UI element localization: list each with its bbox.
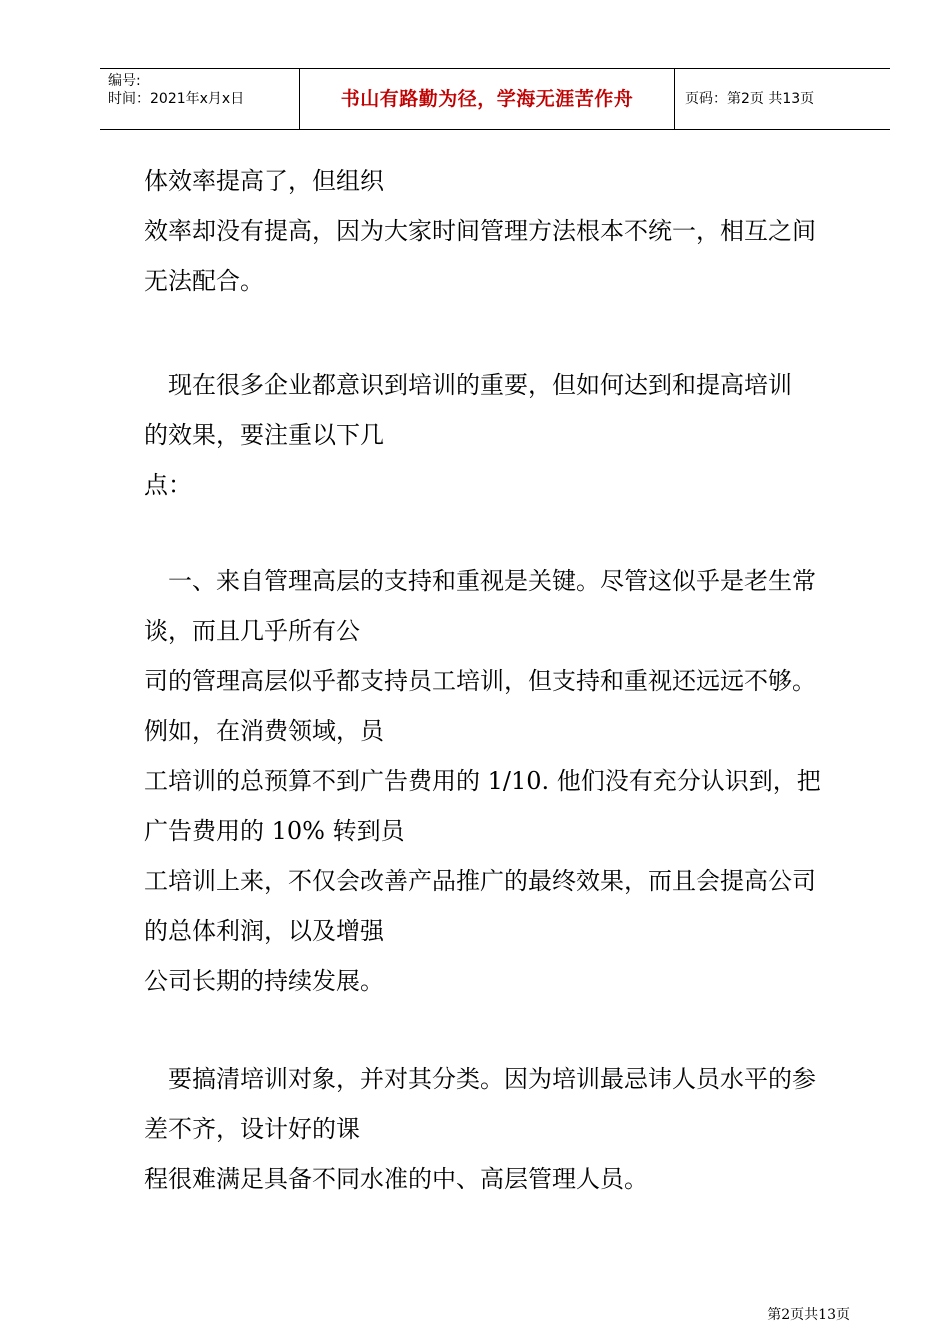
text-line: 无法配合。 (144, 267, 264, 295)
text-line: 效率却没有提高，因为大家时间管理方法根本不统一，相互之间 (144, 217, 816, 245)
text-line: 一、来自管理高层的支持和重视是关键。尽管这似乎是老生常 (144, 567, 816, 595)
serial-label: 编号: (108, 73, 141, 89)
text-line: 工培训上来，不仅会改善产品推广的最终效果，而且会提高公司 (144, 867, 816, 895)
text-line: 例如，在消费领域，员 (144, 717, 384, 745)
text-line: 点： (144, 471, 192, 499)
time-label: 时间：2021年x月x日 (108, 91, 245, 107)
page-footer: 第2页共13页 (767, 1307, 850, 1323)
text-line: 现在很多企业都意识到培训的重要，但如何达到和提高培训 (144, 371, 792, 399)
text-line: 谈，而且几乎所有公 (144, 617, 360, 645)
text-line: 司的管理高层似乎都支持员工培训，但支持和重视还远远不够。 (144, 667, 816, 695)
header-motto: 书山有路勤为径，学海无涯苦作舟 (300, 69, 675, 129)
text-line: 工培训的总预算不到广告费用的 1/10. 他们没有充分认识到，把 (144, 767, 821, 795)
text-line: 的总体利润，以及增强 (144, 917, 384, 945)
text-line: 公司长期的持续发展。 (144, 967, 384, 995)
text-line: 要搞清培训对象，并对其分类。因为培训最忌讳人员水平的参 (144, 1065, 816, 1093)
header-page-info: 页码：第2页 共13页 (685, 91, 815, 107)
text-line: 体效率提高了，但组织 (144, 167, 384, 195)
page-header (100, 68, 890, 130)
header-meta (100, 69, 300, 129)
text-line: 程很难满足具备不同水准的中、高层管理人员。 (144, 1165, 648, 1193)
text-line: 的效果，要注重以下几 (144, 421, 384, 449)
text-line: 广告费用的 10% 转到员 (144, 817, 405, 845)
text-line: 差不齐，设计好的课 (144, 1115, 360, 1143)
